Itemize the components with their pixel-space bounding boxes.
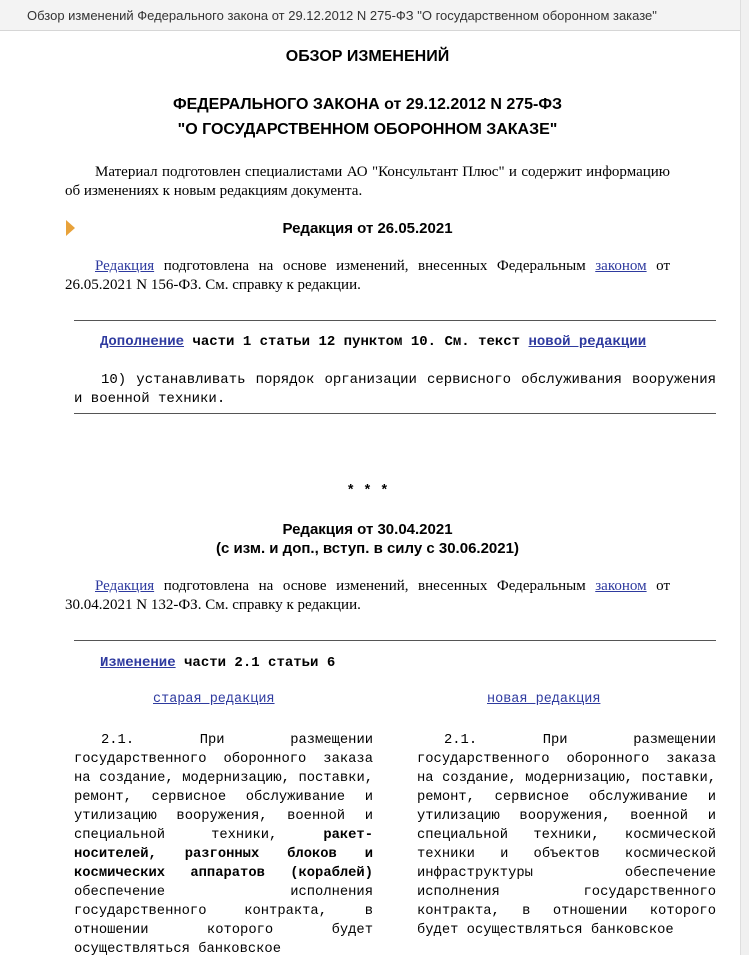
edition2-change-link[interactable]: Изменение	[100, 655, 176, 671]
old-edition-text: 2.1. При размещении государственного оборонного заказа на создание, модернизацию, поставки, ремонт, сервисное обслуживание и утилизацию вооружения, военной и специальной техники, ракет-носителей, разгонных блоков и космических аппаратов (кораблей) обеспечение исполнения государственного контракта, в отношении которого будет осуществляться банковское	[74, 733, 373, 957]
edition2-description: Редакция подготовлена на основе изменений, внесенных Федеральным законом от 30.04.2021 N 132-ФЗ. См. справку к редакции.	[65, 578, 670, 613]
window-tab-bar	[0, 0, 741, 31]
edition1-heading: Редакция от 26.05.2021	[282, 220, 453, 237]
vertical-scrollbar[interactable]	[740, 0, 749, 955]
divider	[74, 640, 716, 641]
edition1-edition-link[interactable]: Редакция	[95, 258, 155, 274]
edition1-law-link[interactable]: законом	[595, 258, 647, 274]
edition1-new-edition-link[interactable]: новой редакции	[528, 334, 647, 350]
edition1-change-line: Дополнение части 1 статьи 12 пунктом 10. См. текст новой редакции	[100, 334, 647, 350]
edition1-change-link[interactable]: Дополнение	[100, 334, 185, 350]
old-edition-label[interactable]: старая редакция	[153, 692, 275, 707]
section-separator: * * *	[346, 483, 389, 499]
divider	[74, 320, 716, 321]
edition2-edition-link[interactable]: Редакция	[95, 578, 155, 594]
tab-title[interactable]: Обзор изменений Федерального закона от 29.12.2012 N 275-ФЗ "О государственном оборонном заказе"	[27, 8, 657, 23]
new-edition-label[interactable]: новая редакция	[487, 692, 601, 707]
removed-text: ракет-носителей, разгонных блоков и космических аппаратов (кораблей)	[74, 828, 373, 881]
edition1-description: Редакция подготовлена на основе изменений, внесенных Федеральным законом от 26.05.2021 N 156-ФЗ. См. справку к редакции.	[65, 258, 670, 293]
edition2-heading-note: (с изм. и доп., вступ. в силу с 30.06.2021)	[216, 540, 519, 557]
edition1-item-text: 10) устанавливать порядок организации сервисного обслуживания вооружения и военной техники.	[74, 372, 716, 407]
divider	[74, 413, 716, 414]
edition2-change-line: Изменение части 2.1 статьи 6	[100, 655, 336, 671]
page-title: ОБЗОР ИЗМЕНЕНИЙ	[285, 48, 450, 65]
law-title-line2: "О ГОСУДАРСТВЕННОМ ОБОРОННОМ ЗАКАЗЕ"	[177, 121, 558, 138]
new-edition-text: 2.1. При размещении государственного оборонного заказа на создание, модернизацию, поставки, ремонт, сервисное обслуживание и утилизацию вооружения, военной и специальной техники, космической техники и объектов космической инфраструктуры обеспечение исполнения государственного контракта, в отношении которого будет осуществляться банковское	[417, 733, 716, 938]
law-title-line1: ФЕДЕРАЛЬНОГО ЗАКОНА от 29.12.2012 N 275-ФЗ	[172, 96, 563, 113]
intro-paragraph: Материал подготовлен специалистами АО "Консультант Плюс" и содержит информацию об изменениях к новым редакциям документа.	[65, 164, 670, 199]
edition2-heading: Редакция от 30.04.2021	[282, 521, 453, 538]
edition2-law-link[interactable]: законом	[595, 578, 647, 594]
